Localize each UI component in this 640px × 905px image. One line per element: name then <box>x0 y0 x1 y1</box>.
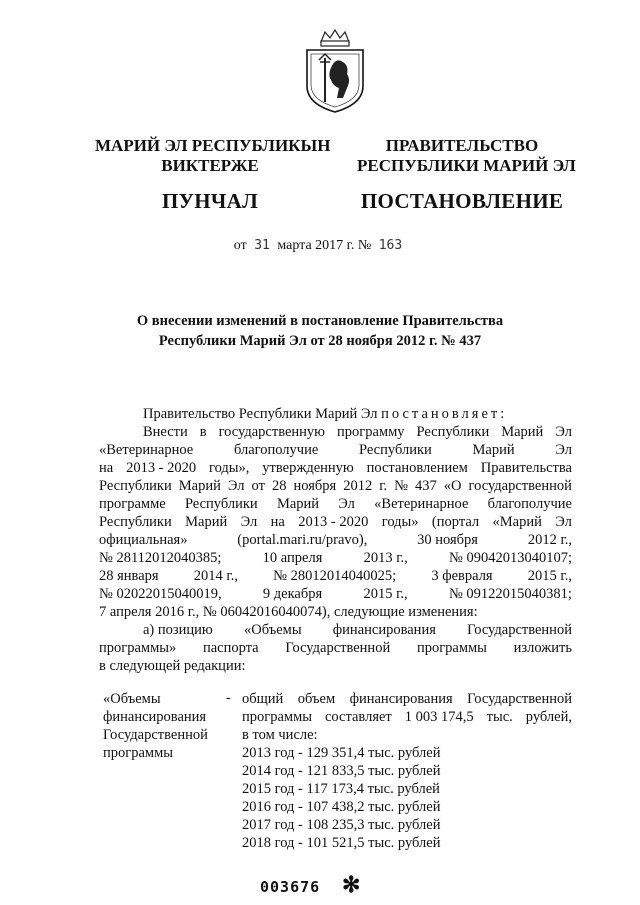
word: годы», <box>209 460 250 476</box>
body-line <box>99 459 572 477</box>
body-line <box>99 441 572 459</box>
word: № 09122015040381; <box>448 586 572 602</box>
word: 2015 г., <box>527 568 572 584</box>
word: рублей, <box>525 709 572 725</box>
header-left-line2: ВИКТЕРЖЕ <box>161 156 259 175</box>
document-title <box>100 311 540 351</box>
word: «Ветеринарное <box>99 442 194 458</box>
word: 30 ноября <box>417 532 478 548</box>
word: официальная» <box>99 532 188 548</box>
word: тыс. <box>486 709 513 725</box>
word: 2015 г., <box>363 586 408 602</box>
table-dash: - <box>226 690 231 706</box>
word: Марий <box>276 496 320 512</box>
year-amount-row: 2014 год - 121 833,5 тыс. рублей <box>242 763 441 779</box>
word: программы <box>242 709 312 725</box>
body-line <box>99 477 572 495</box>
year-amount-row: 2015 год - 117 173,4 тыс. рублей <box>242 781 440 797</box>
body-line <box>99 549 572 567</box>
word: финансирования <box>332 622 436 638</box>
intro-text: Правительство Республики Марий Эл <box>143 406 382 422</box>
table-value-line: в том числе: <box>242 727 318 743</box>
table-label-line: финансирования <box>103 709 207 725</box>
body-line <box>99 639 572 657</box>
coat-of-arms-icon <box>303 28 367 114</box>
word: «Ветеринарное <box>374 496 469 512</box>
body-line <box>99 513 572 531</box>
word: Республики <box>359 442 432 458</box>
word: Республики <box>99 514 172 530</box>
word: «О <box>443 478 462 494</box>
word: (портал <box>431 514 480 530</box>
word: «Объемы <box>243 622 302 638</box>
table-label <box>103 690 223 762</box>
header-right <box>357 136 576 213</box>
date-month-year: марта 2017 г. № <box>277 238 372 253</box>
word: 28 января <box>99 568 159 584</box>
word: Государственной <box>285 640 391 656</box>
word: объем <box>297 691 336 707</box>
word: государственную <box>218 424 326 440</box>
word: № <box>394 478 408 494</box>
year-amount-row: 2013 год - 129 351,4 тыс. рублей <box>242 745 441 761</box>
word: Государственной <box>467 691 572 707</box>
body-line <box>99 495 572 513</box>
word: (portal.mari.ru/pravo), <box>237 532 368 548</box>
word: 2013 - 2020 <box>126 460 197 476</box>
table-label-line: «Объемы <box>103 691 161 707</box>
body-line: в следующей редакции: <box>99 658 246 674</box>
word: программы <box>416 640 487 656</box>
date-line <box>0 238 640 254</box>
body-line <box>143 423 572 441</box>
serial-number: 003676 <box>260 878 321 896</box>
word: на <box>99 460 114 476</box>
star-mark-icon: ✻ <box>342 872 361 897</box>
body-line: 7 апреля 2016 г., № 06042016040074), следующие изменения: <box>99 604 478 620</box>
word: Правительства <box>480 460 572 476</box>
word: Эл <box>555 514 572 530</box>
word: финансирования <box>349 691 453 707</box>
body-line <box>99 531 572 549</box>
title-line1: О внесении изменений в постановление Правительства <box>136 313 504 329</box>
word: Марий <box>501 424 544 440</box>
word: 3 февраля <box>431 568 493 584</box>
word: 9 декабря <box>262 586 323 602</box>
date-day: 31 <box>254 238 270 253</box>
word: 2012 <box>343 478 373 494</box>
word: благополучие <box>487 496 572 512</box>
word: программы» <box>99 640 177 656</box>
header-right-doc-type: ПОСТАНОВЛЕНИЕ <box>360 189 564 213</box>
word: г. <box>379 478 388 494</box>
table-value-line <box>242 708 572 726</box>
word: постановлением <box>366 460 468 476</box>
body-line <box>143 621 572 639</box>
word: 28 <box>271 478 287 494</box>
word: 10 апреля <box>262 550 323 566</box>
body-intro <box>143 405 572 423</box>
word: а) позицию <box>143 622 213 638</box>
table-value <box>242 690 572 852</box>
word: ноября <box>293 478 337 494</box>
header-left-line1: МАРИЙ ЭЛ РЕСПУБЛИКЫН <box>95 136 331 155</box>
word: 437 <box>415 478 437 494</box>
word: на <box>270 514 285 530</box>
word: Марий <box>472 442 515 458</box>
word: 2013 - 2020 <box>298 514 369 530</box>
word: Эл <box>555 424 572 440</box>
word: Эл <box>338 496 355 512</box>
year-amount-row: 2017 год - 108 235,3 тыс. рублей <box>242 817 441 833</box>
table-value-line <box>242 690 572 708</box>
word: Марий <box>185 514 228 530</box>
word: государственной <box>468 478 572 494</box>
word: 1 003 174,5 <box>404 709 474 725</box>
word: от <box>251 478 265 494</box>
word: Республики <box>99 478 172 494</box>
date-number: 163 <box>378 238 403 253</box>
word: Марий <box>178 478 221 494</box>
table-label-line: программы <box>103 745 173 761</box>
word: в <box>199 424 207 440</box>
word: 2013 г., <box>363 550 408 566</box>
date-prefix: от <box>233 238 247 253</box>
header-left-doc-type: ПУНЧАЛ <box>161 189 259 213</box>
title-line2: Республики Марий Эл от 28 ноября 2012 г. № 437 <box>158 333 482 349</box>
word: 2014 г., <box>193 568 238 584</box>
word: Эл <box>555 442 572 458</box>
header-left <box>95 136 331 213</box>
word: благополучие <box>233 442 319 458</box>
word: Эл <box>227 478 245 494</box>
body-line <box>99 585 572 603</box>
word: годы» <box>381 514 419 530</box>
word: Республики <box>416 424 490 440</box>
word: общий <box>242 691 284 707</box>
word: № 09042013040107; <box>448 550 572 566</box>
body-line <box>99 567 572 585</box>
word: «Марий <box>492 514 542 530</box>
word: программу <box>337 424 405 440</box>
word: Государственной <box>467 622 572 638</box>
word: утвержденную <box>262 460 354 476</box>
word: № 02022015040019, <box>99 586 222 602</box>
word: составляет <box>325 709 392 725</box>
intro-verb: постановляет: <box>381 406 508 422</box>
word: Внести <box>143 424 188 440</box>
word: 2012 г., <box>527 532 572 548</box>
word: № 28012014040025; <box>273 568 397 584</box>
word: паспорта <box>202 640 259 656</box>
word: № 28112012040385; <box>99 550 222 566</box>
year-amount-row: 2018 год - 101 521,5 тыс. рублей <box>242 835 441 851</box>
header-right-line2: РЕСПУБЛИКИ МАРИЙ ЭЛ <box>357 156 576 175</box>
word: Эл <box>240 514 258 530</box>
word: программе <box>99 496 166 512</box>
word: Республики <box>184 496 258 512</box>
table-label-line: Государственной <box>103 727 208 743</box>
header-right-line1: ПРАВИТЕЛЬСТВО <box>385 136 539 155</box>
word: изложить <box>513 640 572 656</box>
year-amount-row: 2016 год - 107 438,2 тыс. рублей <box>242 799 441 815</box>
